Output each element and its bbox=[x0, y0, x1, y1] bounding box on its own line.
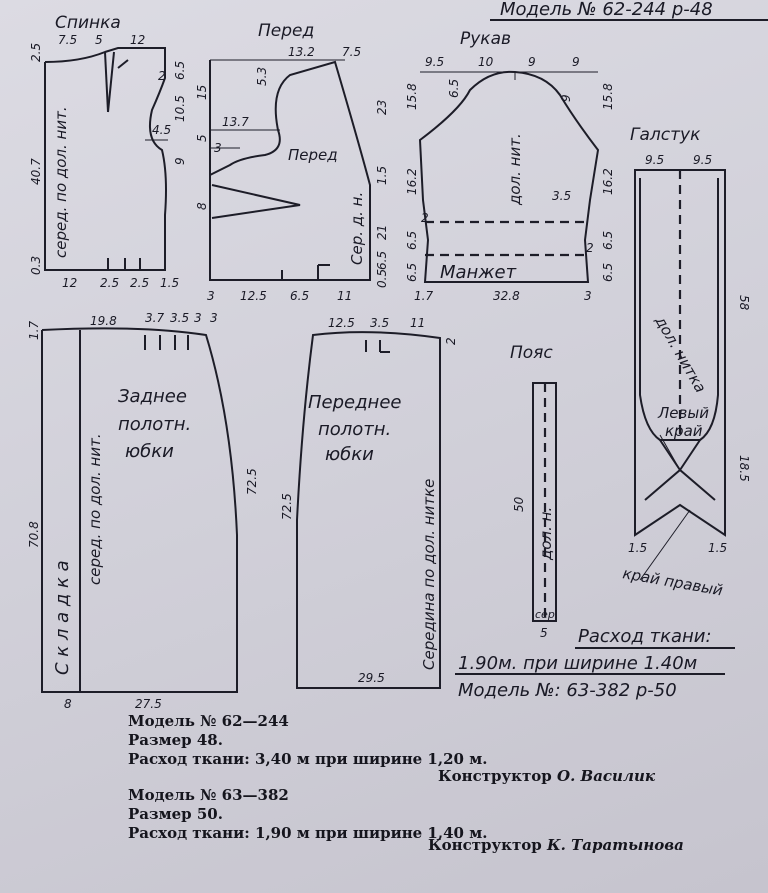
dimension-label: 3 bbox=[214, 141, 222, 155]
dimension-label: 12.5 bbox=[328, 316, 355, 330]
dimension-label: 9 bbox=[173, 157, 187, 165]
dimension-label: 2.5 bbox=[100, 276, 120, 290]
caption-author-1-label: Конструктор bbox=[438, 767, 552, 785]
dimension-label: 5 bbox=[95, 33, 103, 47]
dimension-label: 5.3 bbox=[255, 66, 269, 86]
dimension-label: 10.5 bbox=[173, 95, 187, 122]
dimension-label: 16.2 bbox=[601, 168, 615, 195]
dimension-label: 3.7 bbox=[145, 311, 165, 325]
dimension-label: 6.5 bbox=[375, 250, 389, 270]
caption-fabric-1: Расход ткани: 3,40 м при ширине 1,20 м. bbox=[128, 750, 488, 768]
dimension-label: 16.2 bbox=[405, 168, 419, 195]
dimension-label: 5 bbox=[540, 626, 548, 640]
dimension-label: 9 bbox=[572, 55, 580, 69]
dimension-label: 11 bbox=[337, 289, 353, 303]
dimension-label: 2.5 bbox=[29, 42, 43, 62]
dimension-label: 3.5 bbox=[170, 311, 190, 325]
front-skirt-outline bbox=[297, 332, 440, 688]
caption-size-1: Размер 48. bbox=[128, 731, 223, 749]
dimension-label: 72.5 bbox=[245, 468, 259, 495]
fabric-note-title: Расход ткани: bbox=[578, 626, 712, 647]
dimension-label: 2 bbox=[421, 211, 429, 225]
tie-piece bbox=[621, 125, 728, 600]
front-outline bbox=[210, 60, 370, 280]
tie-right-edge: край правый bbox=[621, 564, 725, 600]
dimension-label: 12.5 bbox=[240, 289, 267, 303]
dimension-label: 70.8 bbox=[27, 521, 41, 548]
dimension-label: 58 bbox=[737, 295, 751, 311]
caption-author-2-name: К. Таратынова bbox=[547, 836, 684, 854]
front-grain-label: Сер. д. н. bbox=[348, 191, 366, 265]
dimension-label: 5 bbox=[195, 134, 209, 142]
dimension-label: 10 bbox=[478, 55, 494, 69]
dimension-label: 6.5 bbox=[405, 230, 419, 250]
back-skirt-label-2: полотн. bbox=[118, 414, 192, 435]
back-skirt-piece bbox=[42, 328, 237, 692]
dimension-label: 1.7 bbox=[27, 320, 41, 340]
sleeve-title: Рукав bbox=[460, 29, 512, 49]
tie-grain-label: дол. нитка bbox=[651, 313, 710, 396]
dimension-label: 6.5 bbox=[173, 60, 187, 80]
back-skirt-fold-label: С к л а д к а bbox=[52, 560, 73, 675]
dimension-label: 1.5 bbox=[160, 276, 180, 290]
dimension-label: 1.7 bbox=[414, 289, 434, 303]
belt-grain-label: дол. н. bbox=[537, 506, 555, 560]
dimension-label: 7.5 bbox=[342, 45, 362, 59]
caption-model-1: Модель № 62—244 bbox=[128, 712, 289, 730]
header-model-tag: Модель № 62-244 р-48 bbox=[500, 0, 713, 20]
caption-author-1 bbox=[438, 767, 655, 786]
tie-left-edge-1: Левый bbox=[658, 404, 709, 422]
belt-piece bbox=[510, 343, 558, 621]
back-skirt-label-3: юбки bbox=[125, 441, 174, 462]
back-grain-label: серед. по дол. нит. bbox=[52, 106, 70, 258]
dimension-label: 9.5 bbox=[693, 153, 713, 167]
dimension-label: 8 bbox=[195, 202, 209, 210]
tie-title: Галстук bbox=[630, 125, 701, 145]
dimension-label: 8 bbox=[64, 697, 72, 711]
dimension-label: 27.5 bbox=[135, 697, 162, 711]
dimension-label: 1.5 bbox=[375, 165, 389, 185]
belt-title: Пояс bbox=[510, 343, 553, 363]
dimension-label: 15.8 bbox=[601, 83, 615, 110]
caption-fabric-2: Расход ткани: 1,90 м при ширине 1,40 м. bbox=[128, 824, 488, 842]
front-skirt-piece bbox=[297, 332, 440, 688]
dimension-label: 23 bbox=[375, 99, 389, 115]
dimension-label: 6.5 bbox=[290, 289, 310, 303]
dimension-label: 3.5 bbox=[552, 189, 572, 203]
back-skirt-grain-label: серед. по дол. нит. bbox=[86, 433, 104, 585]
dimension-label: 15 bbox=[195, 84, 209, 100]
back-shoulder-dart bbox=[105, 52, 108, 112]
front-inner-label: Перед bbox=[288, 146, 338, 164]
fabric-note bbox=[455, 626, 735, 701]
front-piece bbox=[210, 21, 370, 280]
back-skirt-label-1: Заднее bbox=[118, 386, 187, 407]
front-dart bbox=[212, 185, 300, 218]
dimension-label: 9.5 bbox=[425, 55, 445, 69]
sleeve-cuff-label: Манжет bbox=[440, 262, 517, 283]
dimension-label: 19.8 bbox=[90, 314, 117, 328]
dimension-label: 13.7 bbox=[222, 115, 249, 129]
dimension-label: 3 bbox=[207, 289, 215, 303]
caption-author-2-label: Конструктор bbox=[428, 836, 542, 854]
dimension-label: 15.8 bbox=[405, 83, 419, 110]
dimension-label: 2 bbox=[586, 241, 594, 255]
dimension-label: 3 bbox=[194, 311, 202, 325]
dimension-label: 9.5 bbox=[645, 153, 665, 167]
dimension-label: 6.5 bbox=[601, 230, 615, 250]
dimension-label: 2 bbox=[158, 69, 166, 83]
caption-author-2 bbox=[428, 836, 684, 855]
dimension-label: 0.5 bbox=[375, 268, 389, 288]
dimension-label: 7.5 bbox=[58, 33, 78, 47]
dimension-label: 1.5 bbox=[708, 541, 728, 555]
dimension-label: 2.5 bbox=[130, 276, 150, 290]
dimension-label: 3 bbox=[584, 289, 592, 303]
caption-size-2: Размер 50. bbox=[128, 805, 223, 823]
back-piece bbox=[45, 13, 168, 270]
dimension-label: 2 bbox=[444, 337, 458, 345]
dimension-label: 11 bbox=[410, 316, 426, 330]
dimension-label: 3 bbox=[210, 311, 218, 325]
back-shoulder-dart-2 bbox=[108, 52, 114, 112]
fabric-note-amount: 1.90м. при ширине 1.40м bbox=[458, 653, 698, 674]
tie-left-edge-2: край bbox=[665, 422, 703, 440]
dimension-label: 6.5 bbox=[405, 262, 419, 282]
dimension-label: 21 bbox=[375, 224, 389, 240]
belt-center-label: сер. bbox=[535, 608, 559, 621]
front-skirt-label-1: Переднее bbox=[308, 392, 402, 413]
fabric-note-model: Модель №: 63-382 р-50 bbox=[458, 680, 677, 701]
dimension-label: 32.8 bbox=[493, 289, 520, 303]
dimension-label: 6.5 bbox=[601, 262, 615, 282]
back-title: Спинка bbox=[55, 13, 121, 33]
dimension-label: 12 bbox=[62, 276, 78, 290]
dimension-label: 0.3 bbox=[29, 255, 43, 275]
back-neck-mark bbox=[118, 60, 128, 68]
dimension-label: 50 bbox=[512, 496, 526, 512]
dimension-label: 6.5 bbox=[447, 78, 461, 98]
front-skirt-label-2: полотн. bbox=[318, 419, 392, 440]
front-title: Перед bbox=[258, 21, 315, 41]
caption-author-1-name: О. Василик bbox=[557, 767, 655, 785]
dimension-label: 3.5 bbox=[370, 316, 390, 330]
dimension-label: 4.5 bbox=[152, 123, 172, 137]
front-skirt-grain-label: Середина по дол. нитке bbox=[420, 478, 438, 670]
dimension-label: 40.7 bbox=[29, 158, 43, 185]
dimension-label: 18.5 bbox=[737, 455, 751, 482]
front-skirt-label-3: юбки bbox=[325, 444, 374, 465]
dimension-label: 9 bbox=[559, 94, 573, 102]
dimension-label: 1.5 bbox=[628, 541, 648, 555]
dimension-label: 12 bbox=[130, 33, 146, 47]
dimension-label: 13.2 bbox=[288, 45, 315, 59]
dimension-label: 29.5 bbox=[358, 671, 385, 685]
dimension-label: 72.5 bbox=[280, 493, 294, 520]
dimension-label: 9 bbox=[528, 55, 536, 69]
caption-model-2: Модель № 63—382 bbox=[128, 786, 289, 804]
sleeve-grain-label: дол. нит. bbox=[506, 133, 524, 205]
